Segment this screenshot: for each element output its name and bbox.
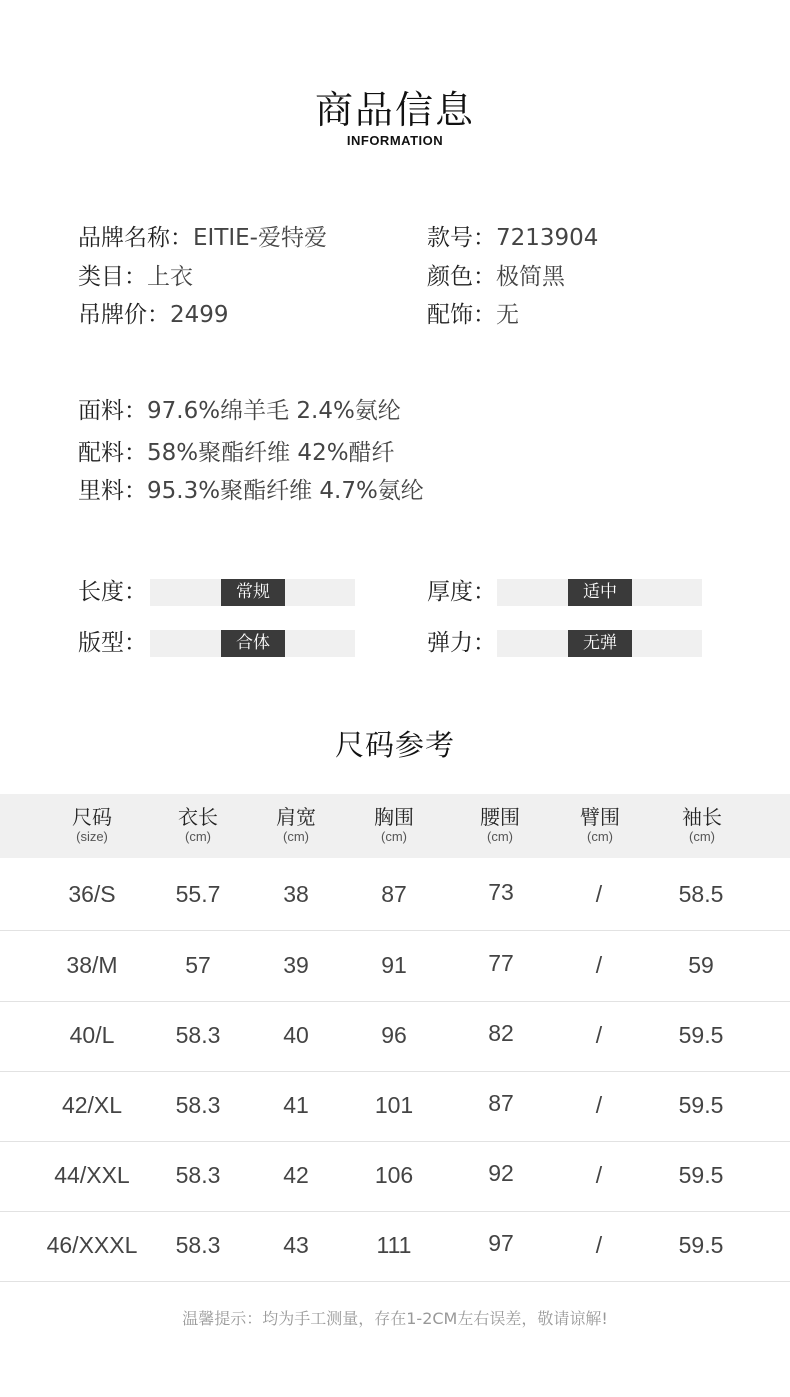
price-value: 2499: [170, 302, 229, 328]
cell-sleeve: 59.5: [678, 1022, 724, 1048]
cell-arm: /: [595, 1092, 603, 1118]
cell-waist: 73: [488, 879, 514, 905]
brand-label: 品牌名称：: [78, 225, 193, 251]
cell-shoulder: 42: [283, 1162, 309, 1188]
accessory-label: 配饰：: [427, 302, 496, 328]
column-header-shoulder: [246, 794, 346, 845]
cell-length: 57: [185, 952, 211, 978]
column-header-size: [42, 794, 142, 845]
fabric-row-lining: [78, 476, 424, 506]
cell-size: 36/S: [68, 881, 116, 907]
cell-shoulder: 40: [283, 1022, 309, 1048]
cell-waist: 87: [488, 1090, 514, 1116]
column-header-length: [148, 794, 248, 845]
cell-length: 58.3: [175, 1162, 221, 1188]
accessory-value: 无: [496, 302, 519, 328]
cell-length: 58.3: [175, 1092, 221, 1118]
length-badge: 常规: [221, 579, 285, 606]
column-header-unit: (cm): [689, 829, 715, 844]
cell-shoulder: 41: [283, 1092, 309, 1118]
column-header-name: 袖长: [682, 805, 722, 829]
cell-chest: 111: [376, 1232, 412, 1258]
color-label: 颜色：: [427, 264, 496, 290]
cell-size: 40/L: [69, 1022, 115, 1048]
column-header-sleeve: [652, 794, 752, 845]
table-row: [0, 1140, 790, 1212]
color-value: 极简黑: [496, 264, 565, 290]
category-value: 上衣: [147, 264, 193, 290]
column-header-name: 腰围: [480, 805, 520, 829]
category-row: [78, 262, 193, 292]
column-header-arm: [550, 794, 650, 845]
cell-chest: 87: [381, 881, 407, 907]
cell-length: 58.3: [175, 1022, 221, 1048]
cell-arm: /: [595, 952, 603, 978]
cell-sleeve: 59.5: [678, 1232, 724, 1258]
column-header-unit: (cm): [487, 829, 513, 844]
cell-shoulder: 39: [283, 952, 309, 978]
cell-chest: 106: [374, 1162, 414, 1188]
cell-chest: 101: [374, 1092, 414, 1118]
fabric-label: 面料：: [78, 398, 147, 424]
table-row: [0, 1070, 790, 1142]
price-row: [78, 300, 229, 330]
cell-arm: /: [595, 1162, 603, 1188]
cell-size: 44/XXL: [54, 1162, 130, 1188]
fit-badge: 合体: [221, 630, 285, 657]
style-no-label: 款号：: [427, 225, 496, 251]
column-header-unit: (cm): [185, 829, 211, 844]
column-header-name: 臂围: [580, 805, 620, 829]
cell-length: 55.7: [175, 881, 221, 907]
cell-size: 42/XL: [61, 1092, 123, 1118]
measurement-note: 温馨提示：均为手工测量，存在1-2CM左右误差，敬请谅解!: [182, 1309, 608, 1328]
table-row: [0, 1000, 790, 1072]
fabric-label: 里料：: [78, 478, 147, 504]
fabric-value: 95.3%聚酯纤维 4.7%氨纶: [147, 478, 424, 504]
page-title: 商品信息: [314, 88, 475, 132]
cell-arm: /: [595, 1022, 603, 1048]
fabric-value: 97.6%绵羊毛 2.4%氨纶: [147, 398, 401, 424]
cell-chest: 91: [381, 952, 407, 978]
size-table-header: [0, 794, 790, 858]
length-label: 长度：: [78, 579, 147, 605]
cell-size: 46/XXXL: [46, 1232, 138, 1258]
thickness-label: 厚度：: [427, 579, 496, 605]
column-header-name: 胸围: [374, 805, 414, 829]
elasticity-badge: 无弹: [568, 630, 632, 657]
style-no-row: [427, 223, 598, 253]
table-row: [0, 930, 790, 1002]
style-no-value: 7213904: [496, 225, 599, 251]
cell-size: 38/M: [66, 952, 118, 978]
fabric-label: 配料：: [78, 440, 147, 466]
fit-label: 版型：: [78, 630, 147, 656]
thickness-badge: 适中: [568, 579, 632, 606]
cell-sleeve: 59: [688, 952, 714, 978]
cell-waist: 97: [488, 1230, 514, 1256]
fabric-value: 58%聚酯纤维 42%醋纤: [147, 440, 395, 466]
column-header-name: 尺码: [72, 805, 112, 829]
column-header-unit: (cm): [381, 829, 407, 844]
table-row: [0, 859, 790, 931]
cell-arm: /: [595, 1232, 603, 1258]
fabric-row-shell: [78, 396, 401, 426]
column-header-chest: [344, 794, 444, 845]
cell-waist: 77: [488, 950, 514, 976]
price-label: 吊牌价：: [78, 302, 170, 328]
cell-waist: 92: [488, 1160, 514, 1186]
column-header-waist: [450, 794, 550, 845]
elasticity-label: 弹力：: [427, 630, 496, 656]
cell-sleeve: 59.5: [678, 1162, 724, 1188]
column-header-name: 衣长: [178, 805, 218, 829]
color-row: [427, 262, 565, 292]
cell-waist: 82: [488, 1020, 514, 1046]
cell-sleeve: 59.5: [678, 1092, 724, 1118]
cell-shoulder: 43: [283, 1232, 309, 1258]
column-header-unit: (cm): [283, 829, 309, 844]
fabric-row-trim: [78, 438, 395, 468]
cell-length: 58.3: [175, 1232, 221, 1258]
cell-shoulder: 38: [283, 881, 309, 907]
column-header-unit: (size): [76, 829, 108, 844]
brand-value: EITIE-爱特爱: [193, 225, 327, 251]
column-header-unit: (cm): [587, 829, 613, 844]
brand-row: [78, 223, 327, 253]
accessory-row: [427, 300, 519, 330]
cell-arm: /: [595, 881, 603, 907]
category-label: 类目：: [78, 264, 147, 290]
table-row: [0, 1210, 790, 1282]
page-subtitle: INFORMATION: [346, 133, 444, 148]
column-header-name: 肩宽: [276, 805, 316, 829]
cell-sleeve: 58.5: [678, 881, 724, 907]
size-chart-title: 尺码参考: [334, 728, 455, 762]
cell-chest: 96: [381, 1022, 407, 1048]
